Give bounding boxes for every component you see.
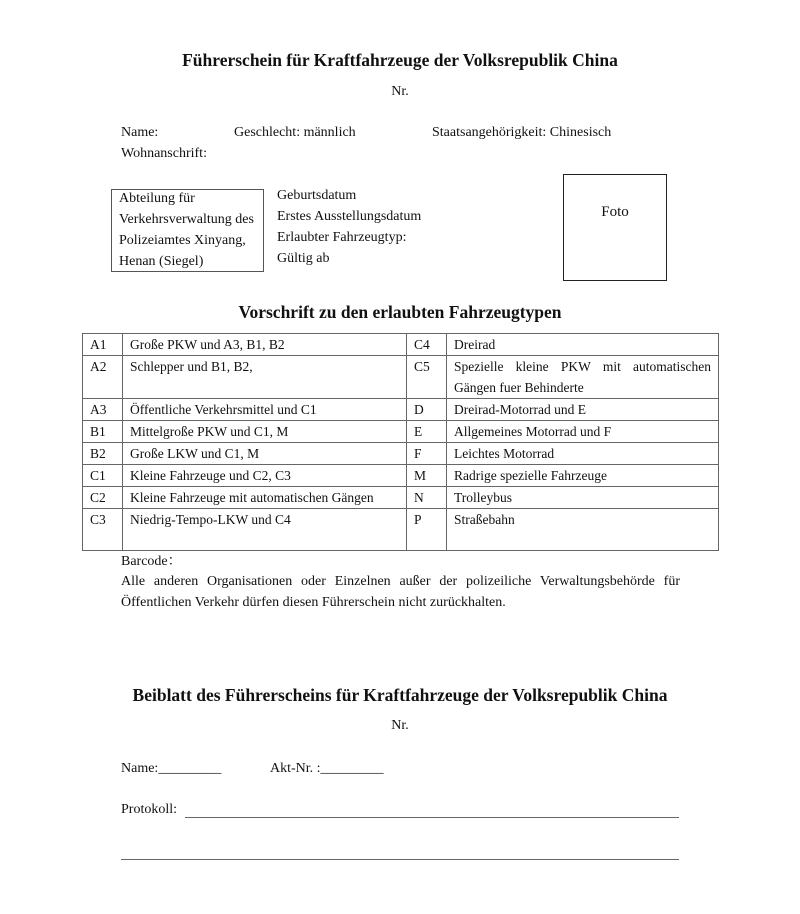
- photo-placeholder: [563, 174, 667, 281]
- protocol-line-1[interactable]: [185, 817, 679, 818]
- vehicle-description: Straßebahn: [447, 509, 719, 551]
- protocol-line-2[interactable]: [121, 859, 679, 860]
- vehicle-types-table: [82, 333, 719, 551]
- vehicle-code: C2: [83, 487, 123, 509]
- vehicle-code: B2: [83, 443, 123, 465]
- file-number-field[interactable]: Akt-Nr. :_________: [270, 761, 384, 776]
- vehicle-type-label: Erlaubter Fahrzeugtyp:: [277, 230, 407, 245]
- vehicle-description: Öffentliche Verkehrsmittel und C1: [123, 399, 407, 421]
- name-label: Name:: [121, 125, 159, 140]
- table-row: [83, 334, 719, 356]
- vehicle-description: Dreirad: [447, 334, 719, 356]
- vehicle-description: [447, 356, 719, 399]
- issuing-authority-seal-box: [111, 189, 264, 272]
- vehicle-code: C4: [407, 334, 447, 356]
- vehicle-description: Trolleybus: [447, 487, 719, 509]
- nationality-field: Staatsangehörigkeit: Chinesisch: [432, 125, 612, 140]
- vehicle-description: Dreirad-Motorrad und E: [447, 399, 719, 421]
- barcode-label: Barcode：: [121, 554, 182, 569]
- seal-line: Verkehrsverwaltung des: [119, 212, 254, 227]
- valid-from-label: Gültig ab: [277, 251, 330, 266]
- vehicle-description: Allgemeines Motorrad und F: [447, 421, 719, 443]
- vehicle-code: A1: [83, 334, 123, 356]
- vehicle-code: A2: [83, 356, 123, 399]
- vehicle-description: Niedrig-Tempo-LKW und C4: [123, 509, 407, 551]
- vehicle-code: C1: [83, 465, 123, 487]
- seal-line: Polizeiamtes Xinyang,: [119, 233, 246, 248]
- table-row: [83, 509, 719, 551]
- vehicle-description: Leichtes Motorrad: [447, 443, 719, 465]
- vehicle-description: Kleine Fahrzeuge mit automatischen Gängen: [123, 487, 407, 509]
- supplement-name-field[interactable]: Name:_________: [121, 761, 222, 776]
- vehicle-code: F: [407, 443, 447, 465]
- vehicle-types-heading: Vorschrift zu den erlaubten Fahrzeugtypen: [238, 302, 562, 322]
- vehicle-description: Kleine Fahrzeuge und C2, C3: [123, 465, 407, 487]
- first-issue-date-label: Erstes Ausstellungsdatum: [277, 209, 422, 224]
- vehicle-description: Radrige spezielle Fahrzeuge: [447, 465, 719, 487]
- photo-label: Foto: [601, 204, 629, 220]
- table-row: [83, 399, 719, 421]
- retention-notice: Alle anderen Organisationen oder Einzelnen außer der polizeiliche Verwaltungsbehörde für Öffentlichen Verkehr dürfen diesen Führerschein nicht zurückhalten.: [121, 574, 680, 610]
- table-row: [83, 356, 719, 399]
- vehicle-code: C5: [407, 356, 447, 399]
- table-row: [83, 443, 719, 465]
- vehicle-description: Schlepper und B1, B2,: [123, 356, 407, 399]
- vehicle-code: N: [407, 487, 447, 509]
- vehicle-code: B1: [83, 421, 123, 443]
- supplement-title: Beiblatt des Führerscheins für Kraftfahrzeuge der Volksrepublik China: [132, 685, 668, 705]
- vehicle-description: Große LKW und C1, M: [123, 443, 407, 465]
- table-row: [83, 421, 719, 443]
- license-number-label: Nr.: [391, 84, 409, 99]
- vehicle-code: D: [407, 399, 447, 421]
- gender-field: Geschlecht: männlich: [234, 125, 356, 140]
- vehicle-description: Große PKW und A3, B1, B2: [123, 334, 407, 356]
- license-title: Führerschein für Kraftfahrzeuge der Volksrepublik China: [182, 50, 618, 70]
- vehicle-code: C3: [83, 509, 123, 551]
- vehicle-code: M: [407, 465, 447, 487]
- table-row: [83, 465, 719, 487]
- protocol-label: Protokoll:: [121, 802, 178, 817]
- vehicle-code: A3: [83, 399, 123, 421]
- table-row: [83, 487, 719, 509]
- vehicle-description: Mittelgroße PKW und C1, M: [123, 421, 407, 443]
- birth-date-label: Geburtsdatum: [277, 188, 357, 203]
- seal-line: Henan (Siegel): [119, 254, 204, 269]
- supplement-number-label: Nr.: [391, 718, 409, 733]
- vehicle-description-line: Spezielle kleine PKW mit automatischen: [454, 359, 711, 374]
- seal-line: Abteilung für: [119, 191, 195, 206]
- vehicle-code: E: [407, 421, 447, 443]
- vehicle-description-line: Gängen fuer Behinderte: [454, 380, 584, 395]
- address-label: Wohnanschrift:: [121, 146, 207, 161]
- vehicle-code: P: [407, 509, 447, 551]
